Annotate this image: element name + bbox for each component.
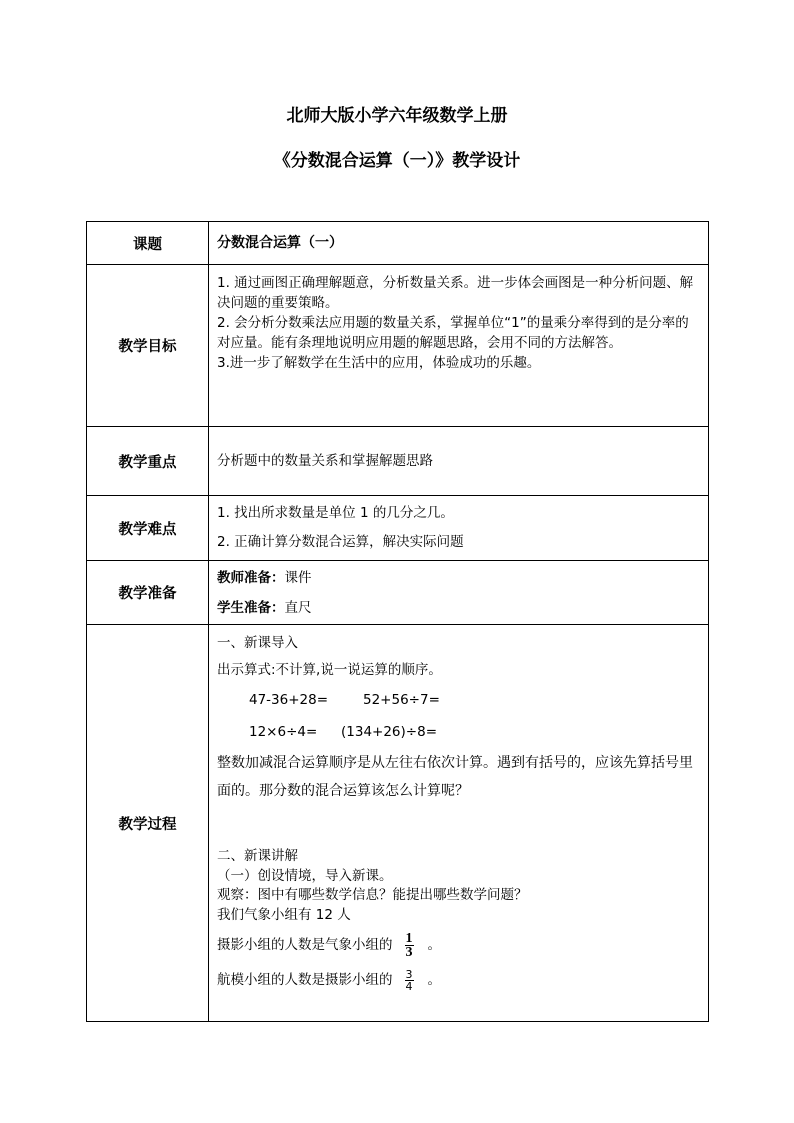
fact-weather-group: 我们气象小组有 12 人 [217, 907, 351, 923]
row-goals [87, 265, 709, 427]
preparation-content [209, 561, 709, 625]
fraction-numerator: 1 [405, 930, 413, 946]
fraction-three-quarters [405, 969, 414, 992]
goals-label: 教学目标 [87, 265, 209, 427]
fact-model-end: 。 [427, 972, 441, 988]
process-label: 教学过程 [87, 625, 209, 1022]
fact-photo-end: 。 [427, 937, 441, 953]
fact-photo-text: 摄影小组的人数是气象小组的 [217, 937, 393, 953]
expression-1: 47-36+28= [249, 692, 329, 708]
difficulties-label: 教学难点 [87, 496, 209, 561]
key-points-label: 教学重点 [87, 427, 209, 496]
process-subsection-1: （一）创设情境，导入新课。 [217, 868, 393, 884]
process-section-1: 一、新课导入 [217, 635, 298, 651]
process-explanation: 整数加减混合运算顺序是从左往右依次计算。遇到有括号的，应该先算括号里面的。那分数的混合运算该怎么计算呢？ [217, 755, 693, 799]
fact-model-group [217, 964, 702, 996]
process-section-2: 二、新课讲解 [217, 848, 298, 864]
fraction-denominator: 4 [405, 979, 413, 993]
fact-photo-group [217, 928, 702, 962]
goal-item-2: 2. 会分析分数乘法应用题的数量关系，掌握单位“1”的量乘分率得到的是分率的对应量。能有条理地说明应用题的解题思路，会用不同的方法解答。 [217, 315, 689, 351]
fraction-one-third [405, 932, 414, 959]
key-points-value: 分析题中的数量关系和掌握解题思路 [209, 427, 709, 496]
preparation-label: 教学准备 [87, 561, 209, 625]
goal-item-3: 3.进一步了解数学在生活中的应用，体验成功的乐趣。 [217, 355, 541, 371]
expression-row-1 [217, 683, 702, 717]
row-process [87, 625, 709, 1022]
goals-content [209, 265, 709, 427]
difficulties-content [209, 496, 709, 561]
difficulty-item-2: 2. 正确计算分数混合运算，解决实际问题 [217, 534, 464, 550]
student-prep-label: 学生准备： [217, 599, 285, 616]
process-prompt: 出示算式:不计算,说一说运算的顺序。 [217, 662, 442, 678]
expression-2: 52+56÷7= [363, 692, 440, 708]
fact-model-text: 航模小组的人数是摄影小组的 [217, 972, 393, 988]
goal-item-1: 1. 通过画图正确理解题意，分析数量关系。进一步体会画图是一种分析问题、解决问题的重要策略。 [217, 275, 694, 311]
document-title: 北师大版小学六年级数学上册 [286, 106, 508, 126]
row-preparation [87, 561, 709, 625]
expression-3: 12×6÷4= [249, 724, 318, 740]
student-prep [217, 593, 702, 623]
student-prep-value: 直尺 [284, 599, 312, 616]
topic-label: 课题 [87, 222, 209, 265]
difficulty-item-1: 1. 找出所求数量是单位 1 的几分之几。 [217, 505, 454, 521]
document-subtitle: 《分数混合运算（一）》教学设计 [273, 151, 521, 171]
row-difficulties [87, 496, 709, 561]
lesson-plan-table [86, 221, 709, 1022]
row-topic [87, 222, 709, 265]
teacher-prep-label: 教师准备： [217, 569, 285, 586]
row-key-points [87, 427, 709, 496]
process-content [209, 625, 709, 1022]
teacher-prep [217, 563, 702, 593]
expression-row-2 [217, 717, 702, 747]
teacher-prep-value: 课件 [284, 569, 312, 586]
expression-4: (134+26)÷8= [341, 724, 438, 740]
topic-value: 分数混合运算（一） [209, 222, 709, 265]
fraction-numerator: 3 [405, 967, 413, 981]
process-observe: 观察：图中有哪些数学信息？能提出哪些数学问题？ [217, 887, 528, 903]
fraction-denominator: 3 [405, 944, 413, 960]
